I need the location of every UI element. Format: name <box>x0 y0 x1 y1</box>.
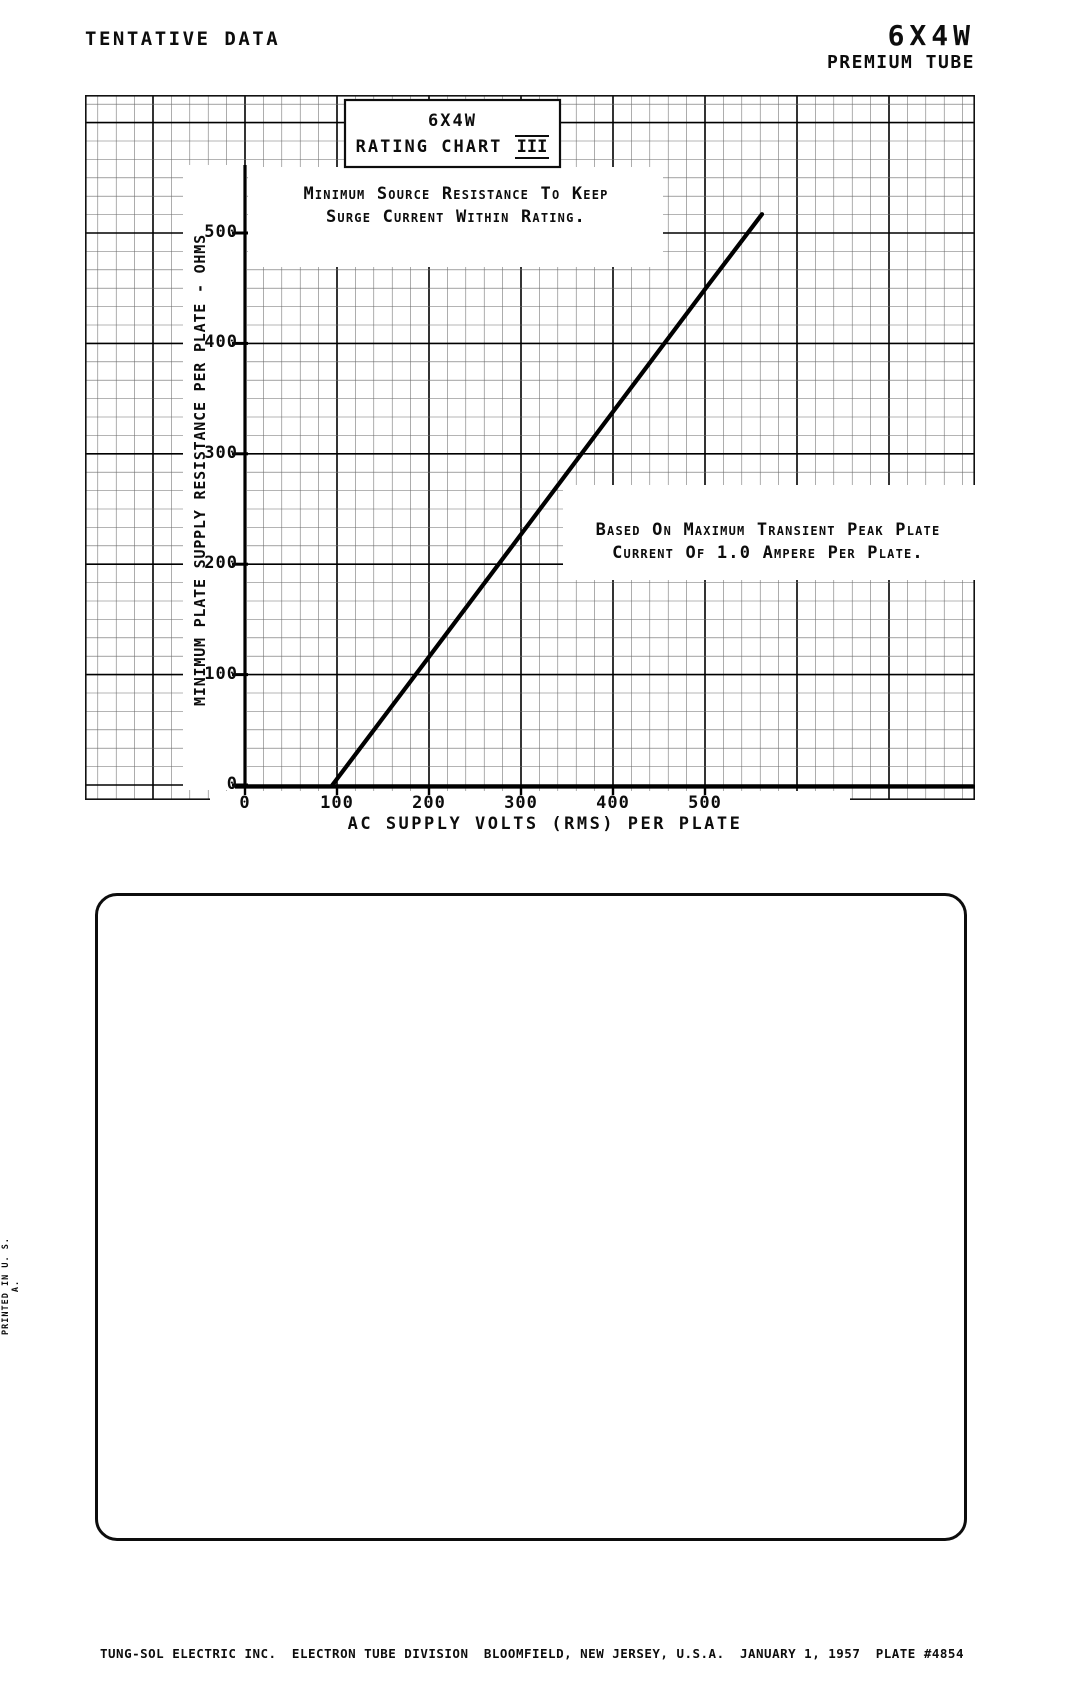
annotation-surge-line1: Minimum Source Resistance To Keep <box>303 184 609 204</box>
x-tick-label-400: 400 <box>596 793 630 813</box>
annotation-surge-line2: Surge Current Within Rating. <box>326 207 586 227</box>
roman-numeral-three: III <box>516 137 548 157</box>
y-axis-title: MINIMUM PLATE SUPPLY RESISTANCE PER PLATE - OHMS <box>191 234 209 706</box>
annotation-basis-line1: Based On Maximum Transient Peak Plate <box>595 520 941 540</box>
chart-title: 6X4W <box>428 111 477 131</box>
tentative-data-label: TENTATIVE DATA <box>85 28 281 50</box>
x-tick-label-0: 0 <box>239 793 251 813</box>
y-tick-label-0: 0 <box>226 774 238 794</box>
annotation-basis-line2: Current Of 1.0 Ampere Per Plate. <box>612 543 924 563</box>
annotation-surge-rating <box>253 183 659 229</box>
y-tick-label-100: 100 <box>204 664 238 684</box>
y-tick-label-200: 200 <box>204 553 238 573</box>
chart-subtitle <box>345 134 560 160</box>
tube-name: 6X4W <box>887 19 975 52</box>
tube-subtitle: PREMIUM TUBE <box>826 52 975 73</box>
x-tick-label-100: 100 <box>320 793 354 813</box>
rating-chart <box>85 95 975 840</box>
footer <box>100 1646 964 1661</box>
chart-title-box <box>345 108 560 160</box>
footer-location: BLOOMFIELD, NEW JERSEY, U.S.A. <box>483 1646 725 1661</box>
printed-in-usa-label: PRINTED IN U. S. A. <box>1 1237 21 1335</box>
y-tick-label-400: 400 <box>204 332 238 352</box>
footer-plate-number: PLATE #4854 <box>875 1646 964 1661</box>
x-tick-label-300: 300 <box>504 793 538 813</box>
footer-company: TUNG-SOL ELECTRIC INC. <box>100 1646 277 1661</box>
y-tick-label-500: 500 <box>204 222 238 242</box>
x-axis-title: AC SUPPLY VOLTS (RMS) PER PLATE <box>347 814 743 834</box>
x-tick-label-200: 200 <box>412 793 446 813</box>
chart-subtitle-text: RATING CHART <box>355 137 503 157</box>
x-tick-label-500: 500 <box>688 793 722 813</box>
y-tick-label-300: 300 <box>204 443 238 463</box>
empty-notes-box <box>95 893 967 1541</box>
annotation-peak-current-basis <box>565 519 971 565</box>
footer-division: ELECTRON TUBE DIVISION <box>291 1646 469 1661</box>
tube-header <box>827 20 975 74</box>
footer-date: JANUARY 1, 1957 <box>739 1646 861 1661</box>
